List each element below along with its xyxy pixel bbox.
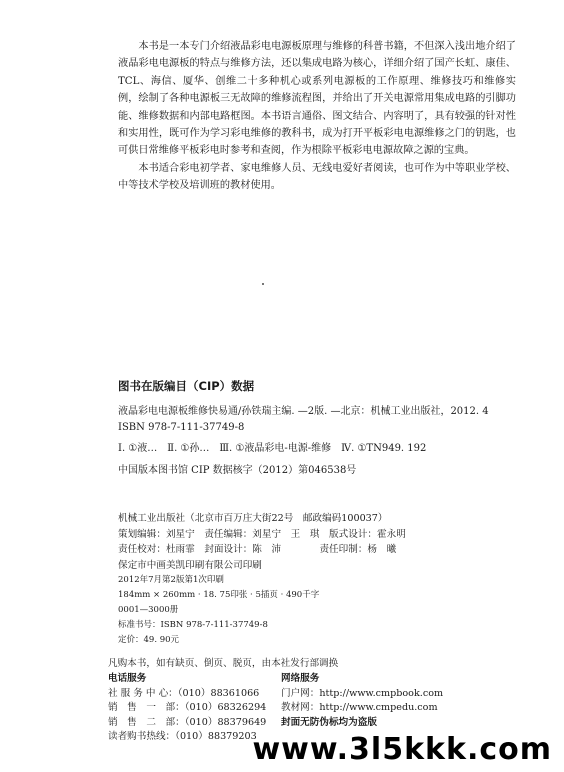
book-introduction — [118, 38, 516, 195]
phone-service-header: 电话服务 — [108, 673, 147, 684]
publisher-info — [118, 511, 528, 648]
cip-bibliographic-line: 液晶彩电电源板维修快易通/孙铁瑞主编. —2版. —北京：机械工业出版社，2012. 4 — [118, 406, 489, 417]
cip-classification: Ⅰ. ①液… Ⅱ. ①孙… Ⅲ. ①液晶彩电-电源-维修 Ⅳ. ①TN949. 192 — [118, 443, 427, 454]
site-watermark: www.3l5kkk.com — [252, 732, 552, 767]
phone-line: 读者购书热线：（010）88379203 — [108, 731, 257, 742]
print-run-line: 0001—3000册 — [118, 605, 179, 615]
editors-line: 策划编辑：刘星宁 责任编辑：刘星宁 王 琪 版式设计：霍永明 — [118, 528, 406, 540]
portal-link[interactable]: 门户网：http://www.cmpbook.com — [281, 687, 444, 699]
cip-record-number: 中国版本图书馆 CIP 数据核字（2012）第046538号 — [118, 464, 357, 476]
printer-line: 保定市中画美凯印刷有限公司印刷 — [118, 559, 262, 571]
price-line: 定价：49. 90元 — [118, 635, 180, 645]
textbook-link[interactable]: 教材网：http://www.cmpedu.com — [281, 702, 438, 713]
edition-line: 2012年7月第2版第1次印刷 — [118, 575, 224, 585]
cip-isbn: ISBN 978-7-111-37749-8 — [118, 421, 245, 433]
network-service-header: 网络服务 — [281, 673, 320, 684]
cip-title: 图书在版编目（CIP）数据 — [118, 379, 255, 393]
cip-section — [118, 378, 518, 478]
standard-isbn-line: 标准书号：ISBN 978-7-111-37749-8 — [118, 620, 268, 630]
format-line: 184mm × 260mm · 18. 75印张 · 5插页 · 490千字 — [118, 590, 320, 600]
stray-dot — [262, 283, 264, 285]
phone-line: 社 服 务 中 心：（010）88361066 — [108, 687, 260, 699]
proof-design-line: 责任校对：杜雨霏 封面设计：陈 沛 责任印制：杨 曦 — [118, 544, 397, 555]
intro-paragraph-2: 本书适合彩电初学者、家电维修人员、无线电爱好者阅读，也可作为中等职业学校、中等技术学校及培训班的教材使用。 — [118, 162, 516, 192]
publisher-address: 机械工业出版社（北京市百万庄大街22号 邮政编码100037） — [118, 513, 388, 524]
phone-line: 销 售 一 部：（010）68326294 — [108, 702, 267, 713]
phone-line: 销 售 二 部：（010）88379649 — [108, 716, 267, 728]
intro-paragraph-1: 本书是一本专门介绍液晶彩电电源板原理与维修的科普书籍，不但深入浅出地介绍了液晶彩电电源板的特点与维修方法，还以集成电路为核心，详细介绍了国产长虹、康佳、TCL、海信、厦华、创维二十多种机心或系列电源板的工作原理、维修技巧和维修实例，绘制了各种电源板三无故障的维修流程图，并给出了开关电源常用集成电路的引脚功能、维修数据和内部电路框图。本书语言通俗、图文结合、内容明了，具有较强的针对性和实用性，既可作为学习彩电维修的教科书，成为打开平板彩电电源维修之门的钥匙，也可供日常维修平板彩电时参考和查阅，作为根除平板彩电电源故障之源的宝典。 — [118, 41, 516, 157]
anti-piracy-note: 封面无防伪标均为盗版 — [281, 716, 377, 728]
defect-notice: 凡购本书，如有缺页、倒页、脱页，由本社发行部调换 — [108, 658, 339, 669]
